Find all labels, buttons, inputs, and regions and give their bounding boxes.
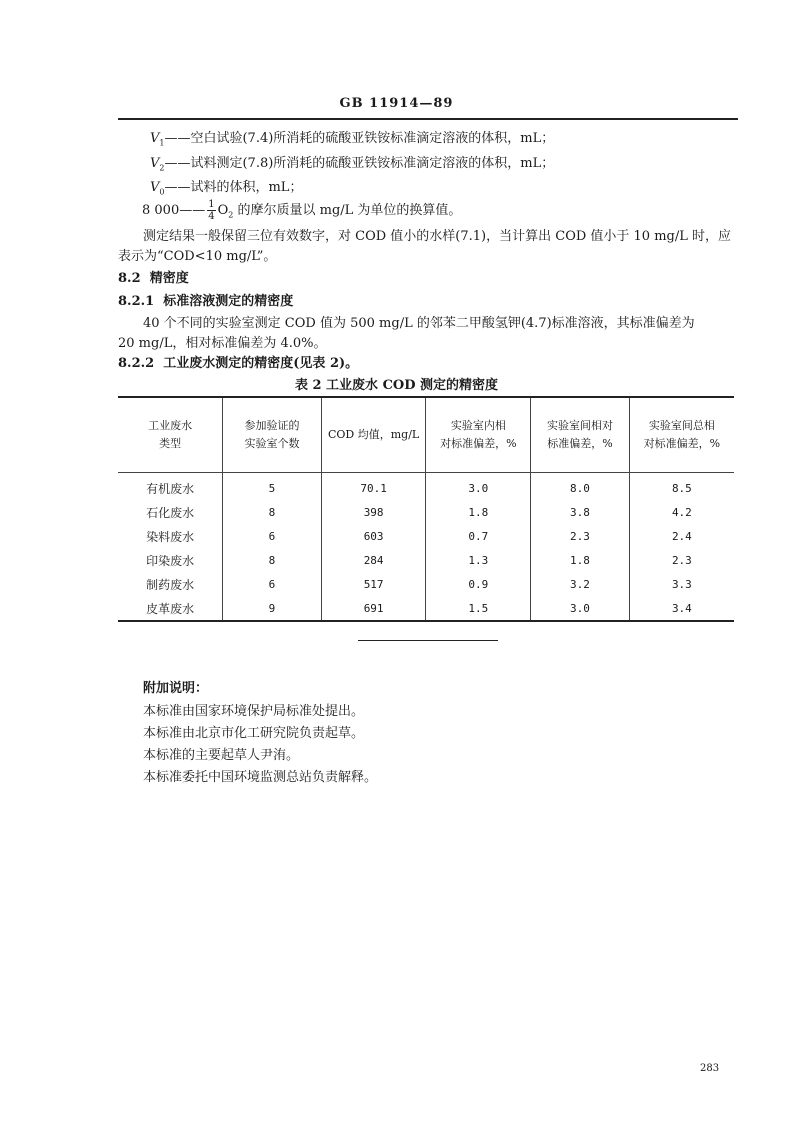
cell-lab-count: 8 (223, 500, 322, 524)
species-subscript: 2 (228, 210, 234, 220)
table-row (118, 548, 734, 572)
header-total-rsd: 实验室间总相 对标准偏差，% (629, 397, 734, 473)
cell-type: 制药废水 (146, 577, 195, 592)
cell-cod-mean: 691 (321, 596, 426, 621)
header-lab-count: 参加验证的 实验室个数 (223, 397, 322, 473)
cell-lab-count: 6 (223, 524, 322, 548)
definition-text: ——试料测定(7.8)所消耗的硫酸亚铁铵标准滴定溶液的体积，mL； (164, 156, 555, 171)
table-row (118, 572, 734, 596)
cell-total-rsd: 2.3 (629, 548, 734, 572)
table-row (118, 596, 734, 621)
table-row (118, 500, 734, 524)
factor-text: 的摩尔质量以 mg/L 为单位的换算值。 (233, 203, 462, 218)
var-subscript: 0 (159, 187, 165, 197)
section-title: 工业废水测定的精密度(见表 2)。 (163, 356, 359, 371)
var-symbol: V (150, 131, 160, 146)
conversion-factor-line (142, 199, 461, 225)
cell-cod-mean: 284 (321, 548, 426, 572)
cell-type: 石化废水 (146, 505, 195, 520)
cell-within-lab-rsd: 3.0 (426, 473, 531, 501)
cell-between-lab-rsd: 3.0 (531, 596, 630, 621)
definition-v1 (150, 130, 554, 153)
cell-cod-mean: 70.1 (321, 473, 426, 501)
cell-lab-count: 6 (223, 572, 322, 596)
fraction-numerator: 1 (208, 199, 215, 210)
cell-lab-count: 5 (223, 473, 322, 501)
cell-within-lab-rsd: 1.5 (426, 596, 531, 621)
cell-cod-mean: 517 (321, 572, 426, 596)
notes-heading: 附加说明： (143, 681, 209, 696)
var-symbol: V (150, 180, 160, 195)
cell-total-rsd: 3.3 (629, 572, 734, 596)
result-paragraph-line2: 表示为“COD<10 mg/L”。 (118, 249, 277, 264)
cell-type: 印染废水 (146, 553, 195, 568)
cell-between-lab-rsd: 3.2 (531, 572, 630, 596)
section-number: 8.2 (118, 271, 141, 286)
section-8-2-2-heading (118, 355, 358, 373)
cell-between-lab-rsd: 3.8 (531, 500, 630, 524)
definition-v2 (150, 155, 554, 178)
factor-value: 8 000—— (142, 203, 206, 218)
table-caption: 表 2 工业废水 COD 测定的精密度 (294, 378, 499, 393)
section-title: 标准溶液测定的精密度 (163, 294, 294, 309)
cell-within-lab-rsd: 1.8 (426, 500, 531, 524)
var-subscript: 2 (159, 163, 165, 173)
precision-table (118, 396, 734, 622)
cell-cod-mean: 603 (321, 524, 426, 548)
result-paragraph-line1: 测定结果一般保留三位有效数字，对 COD 值小的水样(7.1)，当计算出 COD 值小于 10 mg/L 时，应 (143, 229, 732, 244)
fraction-denominator: 4 (208, 211, 215, 222)
cell-between-lab-rsd: 8.0 (531, 473, 630, 501)
section-number: 8.2.1 (118, 294, 155, 309)
header-within-lab-rsd: 实验室内相 对标准偏差，% (426, 397, 531, 473)
table-row (118, 473, 734, 501)
section-title: 精密度 (149, 271, 189, 286)
note-item: 本标准委托中国环境监测总站负责解释。 (143, 770, 378, 785)
var-symbol: V (150, 156, 160, 171)
cell-total-rsd: 4.2 (629, 500, 734, 524)
header-rule (118, 118, 738, 120)
paragraph-8-2-1-line1: 40 个不同的实验室测定 COD 值为 500 mg/L 的邻苯二甲酸氢钾(4.7)标准溶液，其标准偏差为 (143, 316, 695, 331)
cell-lab-count: 8 (223, 548, 322, 572)
cell-type: 有机废水 (146, 481, 195, 496)
section-8-2-1-heading (118, 293, 293, 311)
cell-within-lab-rsd: 0.9 (426, 572, 531, 596)
document-header-title: GB 11914—89 (339, 96, 454, 111)
table-header-row (118, 397, 734, 473)
note-item: 本标准的主要起草人尹洧。 (143, 748, 300, 763)
end-divider-rule (358, 640, 498, 641)
cell-lab-count: 9 (223, 596, 322, 621)
note-item: 本标准由国家环境保护局标准处提出。 (143, 704, 365, 719)
note-item: 本标准由北京市化工研究院负责起草。 (143, 726, 365, 741)
cell-within-lab-rsd: 0.7 (426, 524, 531, 548)
section-8-2-heading (118, 270, 189, 288)
cell-within-lab-rsd: 1.3 (426, 548, 531, 572)
cell-total-rsd: 2.4 (629, 524, 734, 548)
var-subscript: 1 (159, 138, 165, 148)
header-wastewater-type: 工业废水 类型 (118, 397, 223, 473)
cell-type: 皮革废水 (118, 596, 223, 621)
paragraph-8-2-1-line2: 20 mg/L，相对标准偏差为 4.0%。 (118, 336, 327, 351)
definition-text: ——试料的体积，mL； (164, 180, 303, 195)
definition-text: ——空白试验(7.4)所消耗的硫酸亚铁铵标准滴定溶液的体积，mL； (164, 131, 555, 146)
cell-between-lab-rsd: 2.3 (531, 524, 630, 548)
fraction (207, 199, 215, 222)
species-symbol: O (217, 203, 229, 218)
cell-cod-mean: 398 (321, 500, 426, 524)
cell-total-rsd: 8.5 (629, 473, 734, 501)
page-number: 283 (700, 1063, 720, 1074)
cell-type: 染料废水 (146, 529, 195, 544)
header-between-lab-rsd: 实验室间相对 标准偏差，% (531, 397, 630, 473)
section-number: 8.2.2 (118, 356, 155, 371)
table-row (118, 524, 734, 548)
header-cod-mean: COD 均值，mg/L (321, 397, 426, 473)
cell-between-lab-rsd: 1.8 (531, 548, 630, 572)
cell-total-rsd: 3.4 (629, 596, 734, 621)
